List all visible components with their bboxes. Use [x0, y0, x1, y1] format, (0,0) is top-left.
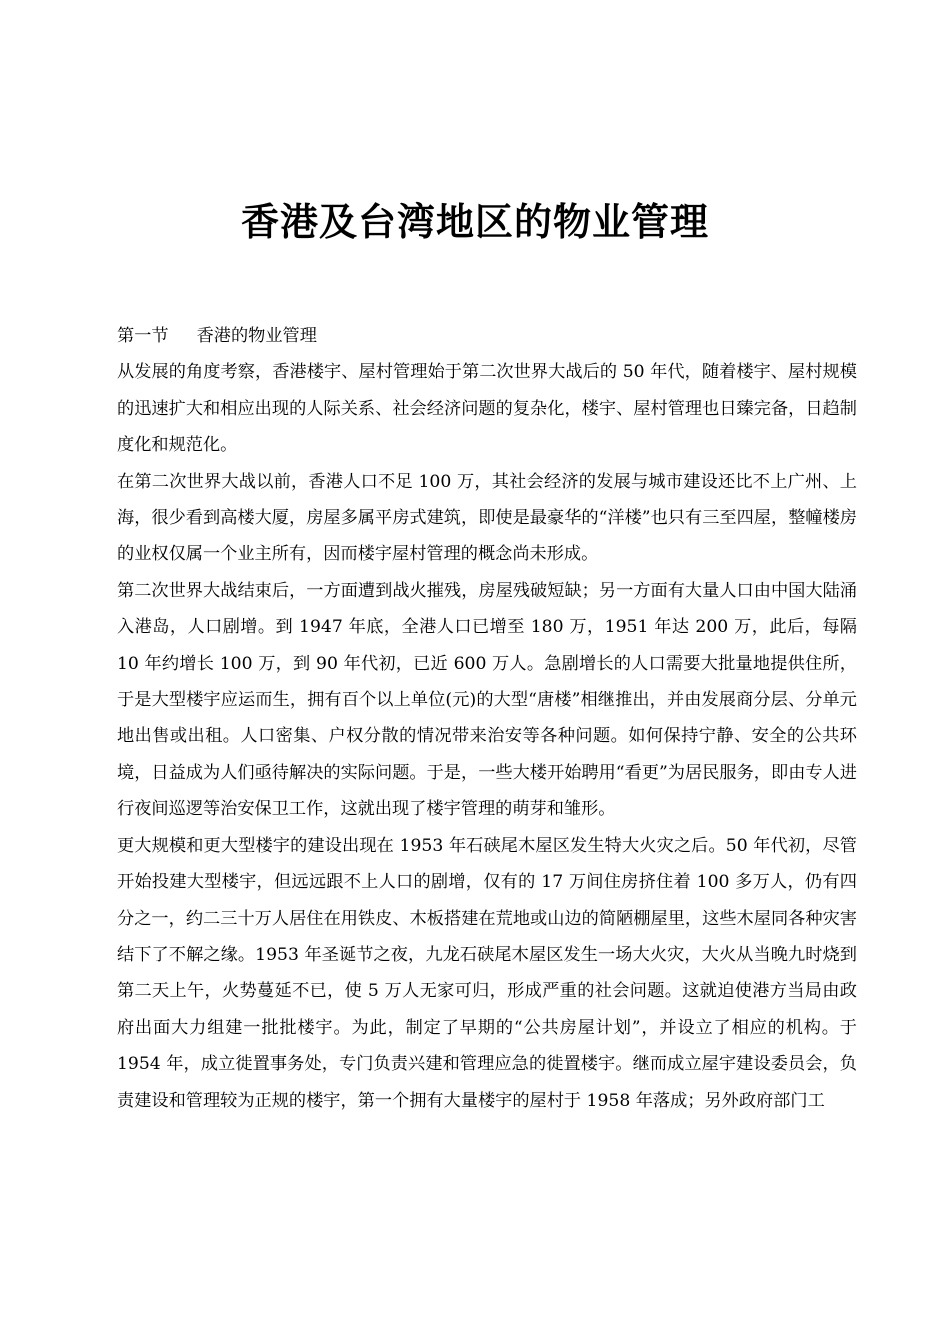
section-heading: [117, 318, 857, 354]
paragraph-3: 第二次世界大战结束后，一方面遭到战火摧残，房屋残破短缺；另一方面有大量人口由中国大陆涌入港岛，人口剧增。到 1947 年底，全港人口已增至 180 万，1951 年达 200 万，此后，每隔 10 年约增长 100 万，到 90 年代初，已近 600 万人。急剧增长的人口需要大批量地提供住所，于是大型楼宇应运而生，拥有百个以上单位(元)的大型“唐楼”相继推出，并由发展商分层、分单元地出售或出租。人口密集、户权分散的情况带来治安等各种问题。如何保持宁静、安全的公共环境，日益成为人们亟待解决的实际问题。于是，一些大楼开始聘用“看更”为居民服务，即由专人进行夜间巡逻等治安保卫工作，这就出现了楼宇管理的萌芽和雏形。: [117, 580, 857, 820]
section-title: 香港的物业管理: [196, 326, 317, 346]
document-title: 香港及台湾地区的物业管理: [240, 199, 709, 244]
document-body: [117, 318, 857, 1119]
paragraph-4: 更大规模和更大型楼宇的建设出现在 1953 年石硖尾木屋区发生特大火灾之后。50 年代初，尽管开始投建大型楼宇，但远远跟不上人口的剧增，仅有的 17 万间住房挤住着 100 多万人，仍有四分之一，约二三十万人居住在用铁皮、木板搭建在荒地或山边的简陋棚屋里，这些木屋同各种灾害结下了不解之缘。1953 年圣诞节之夜，九龙石硖尾木屋区发生一场大火灾，大火从当晚九时烧到第二天上午，火势蔓延不已，使 5 万人无家可归，形成严重的社会问题。这就迫使港方当局由政府出面大力组建一批批楼宇。为此，制定了早期的“公共房屋计划”，并设立了相应的机构。于 1954 年，成立徙置事务处，专门负责兴建和管理应急的徙置楼宇。继而成立屋宇建设委员会，负责建设和管理较为正规的楼宇，第一个拥有大量楼宇的屋村于 1958 年落成；另外政府部门工: [117, 835, 857, 1111]
section-number: 第一节: [117, 326, 169, 346]
paragraph-2: 在第二次世界大战以前，香港人口不足 100 万，其社会经济的发展与城市建设还比不上广州、上海，很少看到高楼大厦，房屋多属平房式建筑，即使是最豪华的“洋楼”也只有三至四屋，整幢楼房的业权仅属一个业主所有，因而楼宇屋村管理的概念尚未形成。: [117, 471, 857, 565]
paragraph-1: 从发展的角度考察，香港楼宇、屋村管理始于第二次世界大战后的 50 年代，随着楼宇、屋村规模的迅速扩大和相应出现的人际关系、社会经济问题的复杂化，楼宇、屋村管理也日臻完备，日趋制度化和规范化。: [117, 362, 857, 456]
